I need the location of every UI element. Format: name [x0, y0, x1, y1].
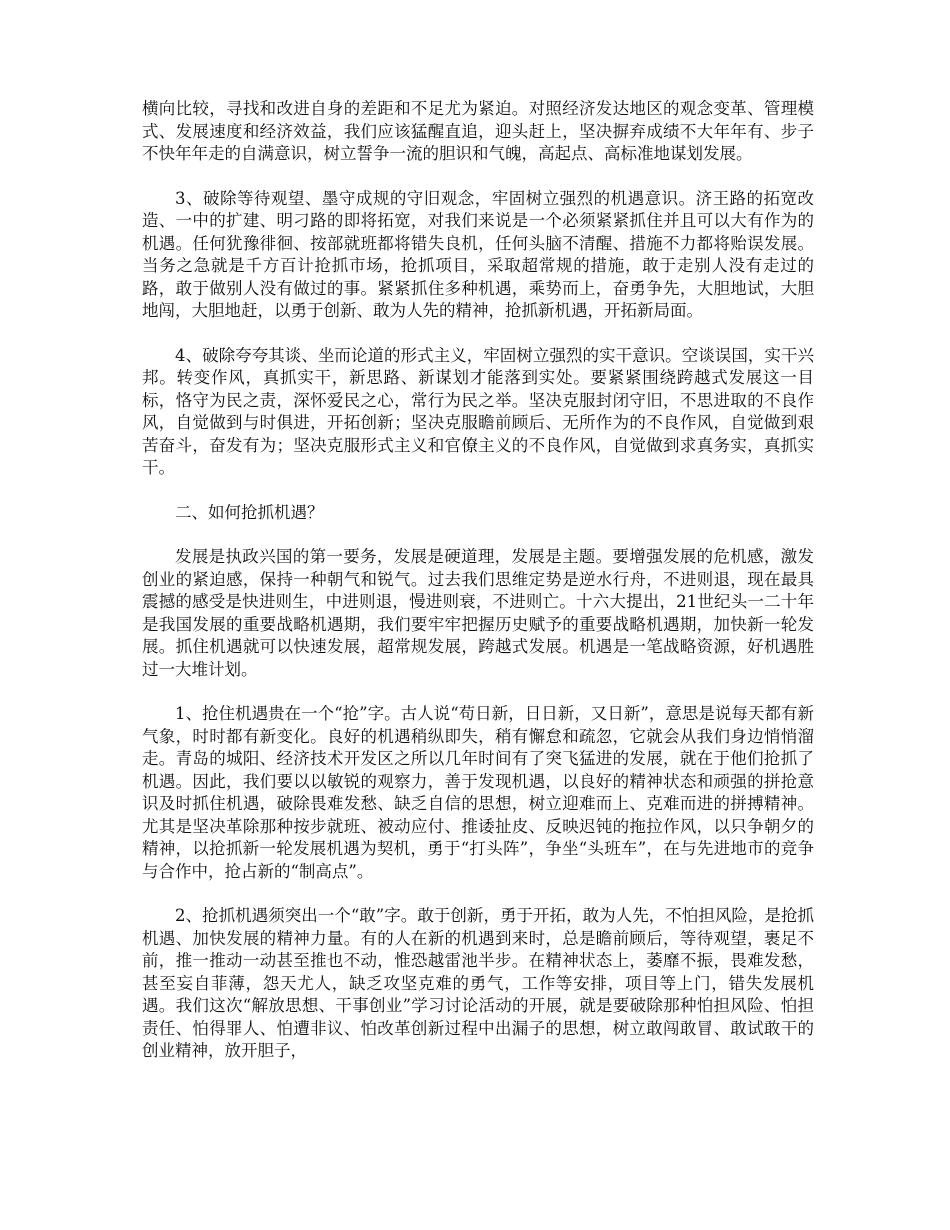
- document-page: [142, 98, 814, 1085]
- section-heading: 二、如何抢抓机遇？: [175, 502, 324, 522]
- paragraph-4: 发展是执政兴国的第一要务，发展是硬道理，发展是主题。要增强发展的危机感，激发创业的紧迫感，保持一种朝气和锐气。过去我们思维定势是逆水行舟，不进则退，现在最具震撼的感受是快进则生，中进则退，慢进则衰，不进则亡。十六大提出，21世纪头一二十年是我国发展的重要战略机遇期，我们要牢牢把握历史赋予的重要战略机遇期，加快新一轮发展。抓住机遇就可以快速发展，超常规发展，跨越式发展。机遇是一笔战略资源，好机遇胜过一大堆计划。: [142, 547, 814, 679]
- paragraph-5: 1、抢住机遇贵在一个“抢”字。古人说“苟日新，日日新，又日新”，意思是说每天都有新气象，时时都有新变化。良好的机遇稍纵即失，稍有懈怠和疏忽，它就会从我们身边悄悄溜走。青岛的城阳、经济技术开发区之所以几年时间有了突飞猛进的发展，就在于他们抢抓了机遇。因此，我们要以以敏锐的观察力，善于发现机遇，以良好的精神状态和顽强的拼抢意识及时抓住机遇，破除畏难发愁、缺乏自信的思想，树立迎难而上、克难而进的拼搏精神。尤其是坚决革除那种按步就班、被动应付、推诿扯皮、反映迟钝的拖拉作风，以只争朝夕的精神，以抢抓新一轮发展机遇为契机，勇于“打头阵”，争坐“头班车”，在与先进地市的竞争与合作中，抢占新的“制高点”。: [142, 704, 814, 881]
- paragraph-3: 4、破除夸夸其谈、坐而论道的形式主义，牢固树立强烈的实干意识。空谈误国，实干兴邦。转变作风，真抓实干，新思路、新谋划才能落到实处。要紧紧围绕跨越式发展这一目标，恪守为民之责，深怀爱民之心，常行为民之举。坚决克服封闭守旧，不思进取的不良作风，自觉做到与时俱进，开拓创新；坚决克服瞻前顾后、无所作为的不良作风，自觉做到艰苦奋斗，奋发有为；坚决克服形式主义和官僚主义的不良作风，自觉做到求真务实，真抓实干。: [142, 345, 814, 477]
- paragraph-1: 横向比较，寻找和改进自身的差距和不足尤为紧迫。对照经济发达地区的观念变革、管理模式、发展速度和经济效益，我们应该猛醒直追，迎头赶上，坚决摒弃成绩不大年年有、步子不快年年走的自满意识，树立誓争一流的胆识和气魄，高起点、高标准地谋划发展。: [142, 99, 814, 163]
- paragraph-2: 3、破除等待观望、墨守成规的守旧观念，牢固树立强烈的机遇意识。济王路的拓宽改造、一中的扩建、明刁路的即将拓宽，对我们来说是一个必须紧紧抓住并且可以大有作为的机遇。任何犹豫徘徊、按部就班都将错失良机，任何头脑不清醒、措施不力都将贻误发展。当务之急就是千方百计抢抓市场，抢抓项目，采取超常规的措施，敢于走别人没有走过的路，敢于做别人没有做过的事。紧紧抓住多种机遇，乘势而上，奋勇争先，大胆地试，大胆地闯，大胆地赶，以勇于创新、敢为人先的精神，抢抓新机遇，开拓新局面。: [142, 188, 814, 320]
- paragraph-6: 2、抢抓机遇须突出一个“敢”字。敢于创新，勇于开拓，敢为人先，不怕担风险，是抢抓机遇、加快发展的精神力量。有的人在新的机遇到来时，总是瞻前顾后，等待观望，裹足不前，推一推动一动甚至推也不动，惟恐越雷池半步。在精神状态上，萎靡不振，畏难发愁，甚至妄自菲薄，怨天尤人，缺乏攻坚克难的勇气，工作等安排，项目等上门，错失发展机遇。我们这次“解放思想、干事创业”学习讨论活动的开展，就是要破除那种怕担风险、怕担责任、怕得罪人、怕遭非议、怕改革创新过程中出漏子的思想，树立敢闯敢冒、敢试敢干的创业精神，放开胆子，: [142, 906, 814, 1060]
